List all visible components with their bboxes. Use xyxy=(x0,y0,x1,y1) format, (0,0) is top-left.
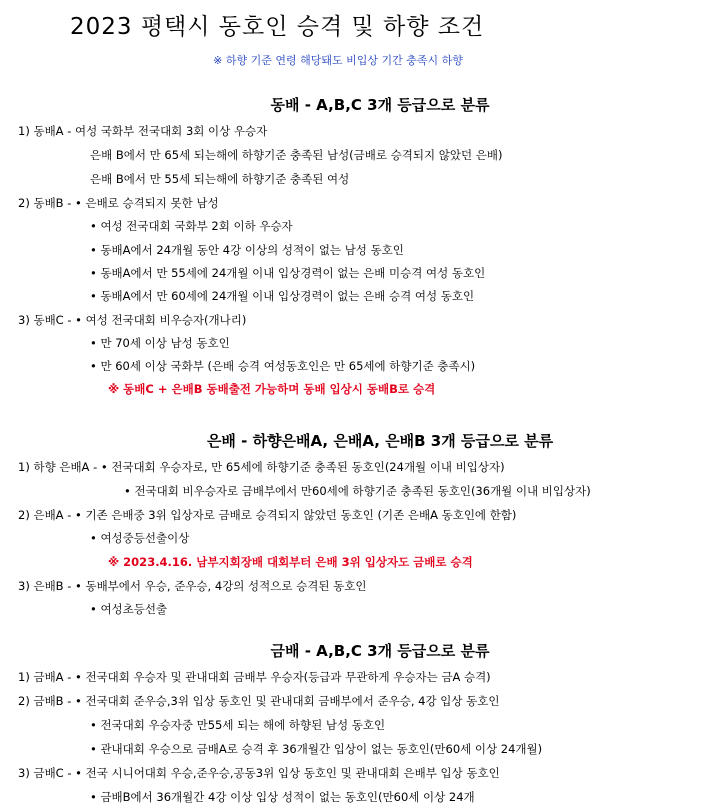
section-heading-dongbae: 동배 - A,B,C 3개 등급으로 분류 xyxy=(270,96,490,114)
rule-line: • 관내대회 우승으로 금배A로 승격 후 36개월간 입상이 없는 동호인(만60세 이상 24개월) xyxy=(90,742,543,756)
rule-line: 3) 동배C - • 여성 전국대회 비우승자(개나리) xyxy=(18,313,247,327)
rule-line: 1) 동배A - 여성 국화부 전국대회 3회 이상 우승자 xyxy=(18,124,268,138)
notice-line: ※ 하향 기준 연령 해당돼도 비입상 기간 충족시 하향 xyxy=(213,54,463,67)
rule-line: • 여성초등선출 xyxy=(90,602,168,616)
rule-line: • 만 70세 이상 남성 동호인 xyxy=(90,336,230,350)
rule-line: • 여성중등선출이상 xyxy=(90,531,190,545)
section-heading-eunbae: 은배 - 하향은배A, 은배A, 은배B 3개 등급으로 분류 xyxy=(206,432,554,450)
rule-line: • 동배A에서 24개월 동안 4강 이상의 성적이 없는 남성 동호인 xyxy=(90,243,404,257)
rule-line: • 동배A에서 만 60세에 24개월 이내 입상경력이 없는 은배 승격 여성 동호인 xyxy=(90,289,475,303)
document-title: 2023 평택시 동호인 승격 및 하향 조건 xyxy=(70,14,485,40)
rule-line: 은배 B에서 만 55세 되는해에 하향기준 충족된 여성 xyxy=(90,172,350,186)
highlight-note: ※ 2023.4.16. 남부지회장배 대회부터 은배 3위 입상자도 금배로 승격 xyxy=(108,555,473,569)
rule-line: 1) 금배A - • 전국대회 우승자 및 관내대회 금배부 우승자(등급과 무관하게 우승자는 금A 승격) xyxy=(18,670,491,684)
rule-line: 3) 은배B - • 동배부에서 우승, 준우승, 4강의 성적으로 승격된 동호인 xyxy=(18,579,367,593)
section-heading-geumbae: 금배 - A,B,C 3개 등급으로 분류 xyxy=(270,642,490,660)
rule-line: 2) 동배B - • 은배로 승격되지 못한 남성 xyxy=(18,196,219,210)
rule-line: • 동배A에서 만 55세에 24개월 이내 입상경력이 없는 은배 미승격 여성 동호인 xyxy=(90,266,486,280)
rule-line: 은배 B에서 만 65세 되는해에 하향기준 충족된 남성(금배로 승격되지 않았던 은배) xyxy=(90,148,503,162)
rule-line: • 전국대회 비우승자로 금배부에서 만60세에 하향기준 충족된 동호인(36개월 이내 비입상자) xyxy=(124,484,591,498)
rule-line: • 여성 전국대회 국화부 2회 이하 우승자 xyxy=(90,219,293,233)
rule-line: 2) 금배B - • 전국대회 준우승,3위 입상 동호인 및 관내대회 금배부에서 준우승, 4강 입상 동호인 xyxy=(18,694,500,708)
rule-line: 2) 은배A - • 기존 은배중 3위 입상자로 금배로 승격되지 않았던 동호인 (기존 은배A 동호인에 한함) xyxy=(18,508,517,522)
rule-line: • 만 60세 이상 국화부 (은배 승격 여성동호인은 만 65세에 하향기준 충족시) xyxy=(90,359,476,373)
rule-line: • 전국대회 우승자중 만55세 되는 해에 하향된 남성 동호인 xyxy=(90,718,386,732)
rule-line: 3) 금배C - • 전국 시니어대회 우승,준우승,공동3위 입상 동호인 및 관내대회 은배부 입상 동호인 xyxy=(18,766,500,780)
rule-line: • 금배B에서 36개월간 4강 이상 입상 성적이 없는 동호인(만60세 이상 24개 xyxy=(90,790,475,804)
highlight-note: ※ 동배C + 은배B 동배출전 가능하며 동배 입상시 동배B로 승격 xyxy=(108,382,436,396)
rule-line: 1) 하향 은배A - • 전국대회 우승자로, 만 65세에 하향기준 충족된 동호인(24개월 이내 비입상자) xyxy=(18,460,505,474)
